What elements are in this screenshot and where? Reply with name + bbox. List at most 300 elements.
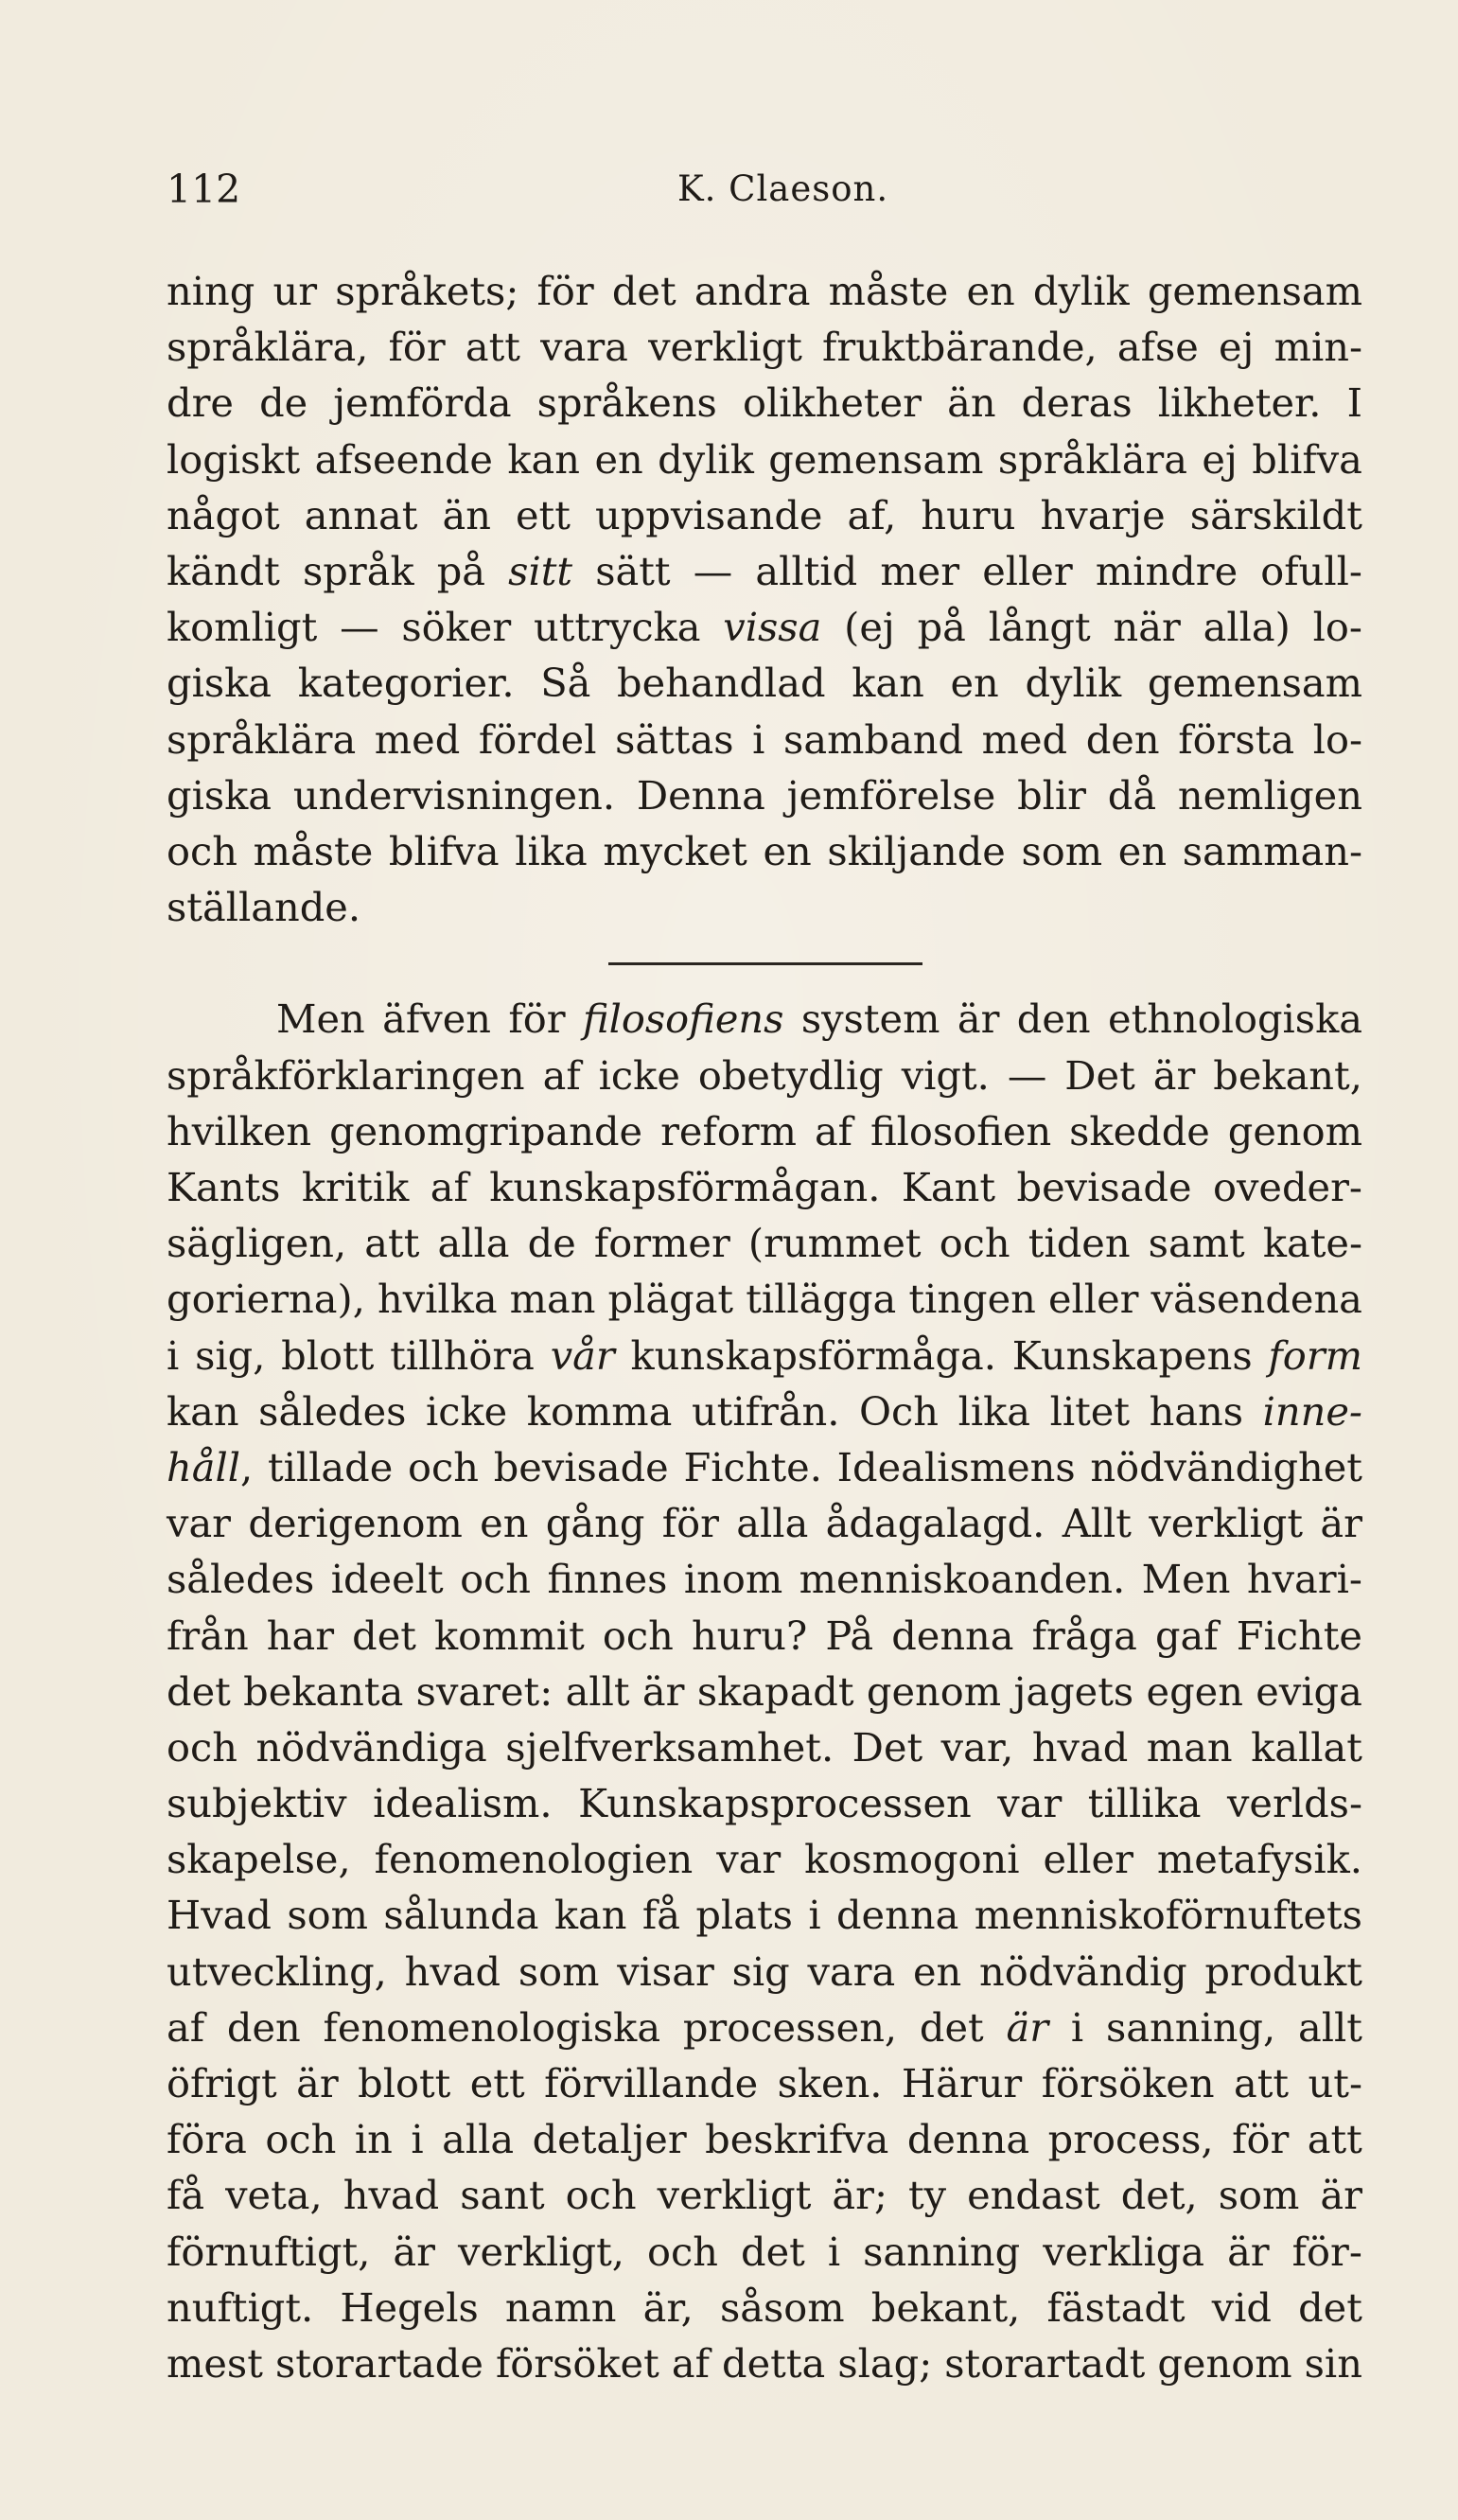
word: det	[1298, 2283, 1362, 2331]
word: annat	[304, 491, 418, 538]
word: för	[536, 268, 594, 314]
word: vara	[540, 324, 628, 371]
word: och	[602, 1612, 674, 1659]
text-line	[167, 2224, 1362, 2280]
word: i	[827, 2228, 841, 2275]
word: reform	[660, 1107, 797, 1154]
word: sjelfverksamhet.	[505, 1723, 834, 1771]
text-line	[167, 767, 1362, 823]
word	[551, 1328, 615, 1383]
word: tillhöra	[390, 1331, 535, 1379]
word: fenomenologien	[374, 1836, 694, 1883]
word: ut-	[1308, 2060, 1362, 2106]
word: produkt	[1204, 1947, 1362, 1995]
word: något	[167, 491, 280, 538]
word: verlds-	[1226, 1780, 1362, 1827]
word: afseende	[314, 435, 493, 483]
word: (ej	[844, 604, 895, 651]
italic-word: vissa	[723, 604, 822, 651]
word: således	[258, 1387, 407, 1435]
word: för-	[1291, 2228, 1362, 2275]
word: alla	[437, 1220, 510, 1267]
word: icke	[598, 1051, 680, 1099]
word: blifva	[1252, 435, 1362, 483]
word: är	[1320, 2172, 1362, 2219]
word: Men	[276, 996, 365, 1043]
word: kan	[167, 1387, 239, 1435]
word: mer	[880, 547, 960, 594]
word: dylik	[658, 435, 754, 483]
word: gorierna),	[167, 1276, 365, 1323]
word: är;	[832, 2172, 887, 2219]
word: ej	[1202, 435, 1238, 483]
word: eller	[1043, 1836, 1133, 1883]
word: Fichte.	[683, 1443, 822, 1490]
word: sålunda	[383, 1892, 539, 1939]
word	[583, 991, 784, 1047]
word: är	[393, 2228, 435, 2275]
word: genom	[1227, 1107, 1362, 1154]
word: allt	[1297, 2003, 1362, 2051]
word: kosmogoni	[804, 1836, 1020, 1883]
word: metafysik.	[1156, 1836, 1362, 1883]
word: väsendena	[1151, 1276, 1362, 1323]
word: än	[442, 491, 491, 538]
text-line	[167, 432, 1362, 487]
word: (rummet	[747, 1220, 922, 1267]
word: jemförelse	[786, 771, 996, 819]
text-line	[167, 991, 1362, 1047]
word: ty	[907, 2172, 947, 2219]
text-line	[167, 1719, 1362, 1775]
word: hvad	[404, 1947, 501, 1995]
word: från	[167, 1612, 249, 1659]
word: att	[1234, 2060, 1290, 2106]
word: kan	[507, 435, 581, 483]
word: för	[508, 996, 566, 1043]
text-line	[167, 1608, 1362, 1664]
word: som	[287, 1892, 368, 1939]
word: obetydlig	[697, 1051, 884, 1099]
word: sin	[1304, 2339, 1362, 2387]
word: med	[374, 715, 461, 763]
word: denna	[906, 2116, 1030, 2163]
word: och	[939, 1220, 1010, 1267]
word: eviga	[1256, 1667, 1362, 1715]
word: Idealismens	[836, 1443, 1076, 1490]
text-line	[167, 1439, 1362, 1495]
word: verkligt,	[458, 2228, 624, 2275]
word: kunskapsförmåga.	[630, 1331, 996, 1379]
word: filosofien	[870, 1107, 1052, 1154]
word: mindre	[1095, 547, 1238, 594]
text-line	[167, 1048, 1362, 1103]
text-line	[167, 1551, 1362, 1607]
word: i	[752, 715, 765, 763]
word: giska	[167, 771, 272, 819]
word: en	[763, 827, 812, 874]
word: allt	[565, 1667, 630, 1715]
italic-word: vår	[550, 1331, 615, 1379]
word: få	[167, 2172, 205, 2219]
word: gaf	[1154, 1612, 1219, 1659]
word: den	[226, 2003, 301, 2051]
word: hvilken	[167, 1107, 312, 1154]
text-line	[167, 1271, 1362, 1327]
word: andra	[694, 268, 811, 314]
word: ådagalagd.	[825, 1500, 1045, 1547]
text-line	[167, 543, 1362, 599]
word: likheter.	[1157, 379, 1322, 427]
word: former	[593, 1220, 730, 1267]
word: menniskoanden.	[799, 1556, 1126, 1603]
word: än	[947, 379, 996, 427]
word: af	[542, 1051, 581, 1099]
word: lika	[515, 827, 588, 874]
word: idealism.	[373, 1780, 553, 1827]
word: derigenom	[248, 1500, 463, 1547]
word: behandlad	[617, 660, 826, 707]
word: är	[641, 1667, 685, 1715]
page-number: 112	[167, 167, 241, 212]
word: det	[741, 2228, 805, 2275]
word: samman-	[1182, 827, 1362, 874]
body-text	[167, 263, 1362, 2391]
word: ethnologiska	[1108, 996, 1362, 1043]
text-line	[167, 263, 1362, 319]
word: kommit	[434, 1612, 585, 1659]
italic-word: sitt	[508, 547, 573, 594]
word: svaret:	[415, 1667, 553, 1715]
word: deras	[1021, 379, 1133, 427]
word: ofull-	[1260, 547, 1362, 594]
word: med	[981, 715, 1068, 763]
word: var	[716, 1836, 782, 1883]
word: var,	[940, 1723, 1014, 1771]
word: denna	[891, 1612, 1014, 1659]
italic-word: filosofiens	[582, 996, 784, 1043]
word: söker	[401, 604, 512, 651]
word: är	[296, 2060, 339, 2106]
word: slag;	[837, 2339, 933, 2387]
text-line	[167, 1328, 1362, 1383]
text-line	[167, 2111, 1362, 2167]
word: lo-	[1312, 604, 1362, 651]
word: sättas	[615, 715, 734, 763]
word: verkligt	[1149, 1500, 1304, 1547]
text-line	[167, 2280, 1362, 2335]
word: och	[460, 1556, 532, 1603]
word: Hegels	[340, 2283, 479, 2331]
word: På	[825, 1612, 874, 1659]
word: Allt	[1062, 1500, 1132, 1547]
word: fördel	[478, 715, 597, 763]
word: förvillande	[544, 2060, 759, 2106]
text-line	[167, 2000, 1362, 2055]
word: process,	[1047, 2116, 1214, 2163]
word: verkligt	[657, 2172, 812, 2219]
word: och	[565, 2172, 637, 2219]
word: beskrifva	[705, 2116, 889, 2163]
word: gemensam	[768, 435, 984, 483]
text-line	[167, 1831, 1362, 1887]
word: —	[693, 547, 733, 594]
word: det	[919, 2003, 984, 2051]
word: dylik	[1025, 660, 1122, 707]
word: fråga	[1031, 1612, 1137, 1659]
word: samband	[783, 715, 964, 763]
word: kritik	[301, 1164, 410, 1210]
word: äfven	[382, 996, 491, 1043]
word: försöken	[1041, 2060, 1215, 2106]
word: på	[436, 547, 486, 594]
word	[723, 599, 821, 655]
word: bekant,	[1213, 1051, 1362, 1099]
word: i	[411, 2116, 424, 2163]
word: den	[1085, 715, 1160, 763]
word: huru?	[691, 1612, 808, 1659]
word: logiskt	[167, 435, 301, 483]
word: när	[1113, 604, 1181, 651]
word: Men	[1141, 1556, 1231, 1603]
word: och	[167, 1723, 237, 1771]
word: Så	[540, 660, 591, 707]
word: man	[509, 1276, 596, 1323]
word: utifrån.	[691, 1387, 840, 1435]
word: verkliga	[1043, 2228, 1205, 2275]
word: gemensam	[1147, 268, 1362, 314]
word: är	[1320, 1500, 1362, 1547]
word: komligt	[167, 604, 318, 651]
word: komma	[526, 1387, 673, 1435]
text-line	[167, 1495, 1362, 1551]
word: Denna	[636, 771, 765, 819]
word	[1268, 1328, 1362, 1383]
word: lo-	[1312, 715, 1362, 763]
word: i	[1070, 2003, 1084, 2051]
word: gemensam	[1147, 660, 1362, 707]
word: veta,	[225, 2172, 323, 2219]
word: långt	[988, 604, 1091, 651]
word: det	[611, 268, 676, 314]
word: i	[808, 1892, 821, 1939]
word: visar	[617, 1947, 714, 1995]
word: i	[167, 1331, 180, 1379]
word: —	[340, 604, 379, 651]
word: alla	[736, 1500, 809, 1547]
word: att	[465, 324, 520, 371]
text-line	[167, 1383, 1362, 1439]
word: tillägga	[746, 1276, 897, 1323]
word: sanning,	[1105, 2003, 1276, 2051]
text-line	[167, 1215, 1362, 1271]
word: huru	[921, 491, 1016, 538]
word: på	[917, 604, 966, 651]
word: genom	[866, 1667, 1002, 1715]
word: det	[352, 1612, 416, 1659]
word: nödvändiga	[255, 1723, 487, 1771]
word: Kants	[167, 1164, 281, 1210]
word: giska	[167, 660, 272, 707]
italic-word: inne-	[1262, 1387, 1362, 1435]
text-line	[167, 375, 1362, 431]
text-line	[167, 655, 1362, 711]
word: verkligt	[648, 324, 802, 371]
word: att	[364, 1220, 420, 1267]
text-line	[167, 2167, 1362, 2223]
page-header	[167, 161, 1362, 218]
word: olikheter	[742, 379, 922, 427]
word: de	[527, 1220, 576, 1267]
word: håll,	[167, 1443, 254, 1490]
word: jagets	[1013, 1667, 1134, 1715]
word: Härur	[901, 2060, 1023, 2106]
word: språk	[303, 547, 414, 594]
word: utveckling,	[167, 1947, 387, 1995]
word: sig	[731, 1947, 790, 1995]
word: språklära	[167, 715, 357, 763]
word: Hvad	[167, 1892, 272, 1939]
word: hvilka	[377, 1276, 498, 1323]
word: sanning	[863, 2228, 1021, 2275]
word: sägligen,	[167, 1220, 347, 1267]
word: Kant	[901, 1164, 996, 1210]
word: öfrigt	[167, 2060, 277, 2106]
italic-word: håll	[167, 1443, 241, 1490]
word: sant	[460, 2172, 545, 2219]
word: tillade	[267, 1443, 394, 1490]
word: Och	[859, 1387, 940, 1435]
word: är	[1152, 1051, 1196, 1099]
word: hvad	[1031, 1723, 1129, 1771]
word: kan	[852, 660, 924, 707]
word: dre	[167, 379, 234, 427]
word: var	[997, 1780, 1063, 1827]
word: undervisningen.	[292, 771, 616, 819]
word: egen	[1146, 1667, 1243, 1715]
word: och	[167, 827, 237, 874]
word: subjektiv	[167, 1780, 347, 1827]
word: genom	[1157, 2339, 1292, 2387]
word: plägat	[607, 1276, 734, 1323]
word: de	[259, 379, 308, 427]
word: förnuftigt,	[167, 2228, 371, 2275]
word: genomgripande	[329, 1107, 643, 1154]
word: bevisade	[1016, 1164, 1192, 1210]
word: ur	[272, 268, 318, 314]
word: mest	[167, 2339, 263, 2387]
word: hvad	[343, 2172, 440, 2219]
word: försöket	[495, 2339, 659, 2387]
word: alltid	[755, 547, 858, 594]
word: språkets;	[335, 268, 519, 314]
word: ett	[469, 2060, 525, 2106]
word: bekanta	[243, 1667, 404, 1715]
word: vid	[1211, 2283, 1272, 2331]
word: gång	[545, 1500, 645, 1547]
word: hans	[1149, 1387, 1244, 1435]
word: eller	[982, 547, 1073, 594]
word: en	[913, 1947, 962, 1995]
word: vara	[807, 1947, 896, 1995]
word: tillika	[1087, 1780, 1202, 1827]
word: få	[641, 1892, 680, 1939]
word: af	[430, 1164, 468, 1210]
word: sig,	[195, 1331, 266, 1379]
word: inom	[683, 1556, 783, 1603]
word: —	[1007, 1051, 1047, 1099]
word: detta	[722, 2339, 826, 2387]
word: fruktbärande,	[822, 324, 1098, 371]
word: den	[1016, 996, 1091, 1043]
word: in	[354, 2116, 393, 2163]
word: ett	[516, 491, 571, 538]
word	[508, 543, 572, 599]
word: Fichte	[1236, 1612, 1362, 1659]
word: har	[266, 1612, 335, 1659]
italic-word: form	[1268, 1331, 1362, 1379]
word: ning	[167, 268, 255, 314]
word: eller	[1047, 1276, 1139, 1323]
word: en	[966, 268, 1015, 314]
word: språklära	[997, 435, 1188, 483]
word: såsom	[719, 2283, 845, 2331]
word: finnes	[547, 1556, 668, 1603]
word: nuftigt.	[167, 2283, 314, 2331]
word: Kunskapens	[1011, 1331, 1253, 1379]
word: dylik	[1032, 268, 1130, 314]
word: och	[265, 2116, 337, 2163]
word: tiden	[1028, 1220, 1131, 1267]
word: sätt	[595, 547, 671, 594]
word: af	[671, 2339, 710, 2387]
word: för	[388, 324, 446, 371]
word: min-	[1274, 324, 1362, 371]
word: som	[1218, 2172, 1300, 2219]
word: föra	[167, 2116, 247, 2163]
word: namn	[504, 2283, 617, 2331]
word: är	[957, 996, 1000, 1043]
word: storartadt	[944, 2339, 1146, 2387]
word: Kunskapsprocessen	[578, 1780, 972, 1827]
word: då	[1107, 771, 1157, 819]
word: kan	[553, 1892, 627, 1939]
word: kändt	[167, 547, 280, 594]
word: mycket	[603, 827, 747, 874]
word	[1263, 1383, 1362, 1439]
word: en	[594, 435, 643, 483]
word: hvari-	[1246, 1556, 1362, 1603]
word: för	[1232, 2116, 1290, 2163]
text-line	[167, 879, 1362, 935]
italic-word: är	[1006, 2003, 1049, 2051]
text-line	[167, 319, 1362, 375]
word: en	[950, 660, 999, 707]
word: man	[1146, 1723, 1233, 1771]
word: blott	[281, 1331, 375, 1379]
word: språkförklaringen	[167, 1051, 525, 1099]
text-line	[167, 1664, 1362, 1719]
word: skedde	[1069, 1107, 1210, 1154]
word: litet	[1049, 1387, 1131, 1435]
word: tingen	[908, 1276, 1036, 1323]
word: endast	[967, 2172, 1100, 2219]
text-line	[167, 1103, 1362, 1159]
word: är,	[642, 2283, 694, 2331]
word: en	[1117, 827, 1168, 874]
word: måste	[828, 268, 949, 314]
text-line	[167, 1944, 1362, 2000]
